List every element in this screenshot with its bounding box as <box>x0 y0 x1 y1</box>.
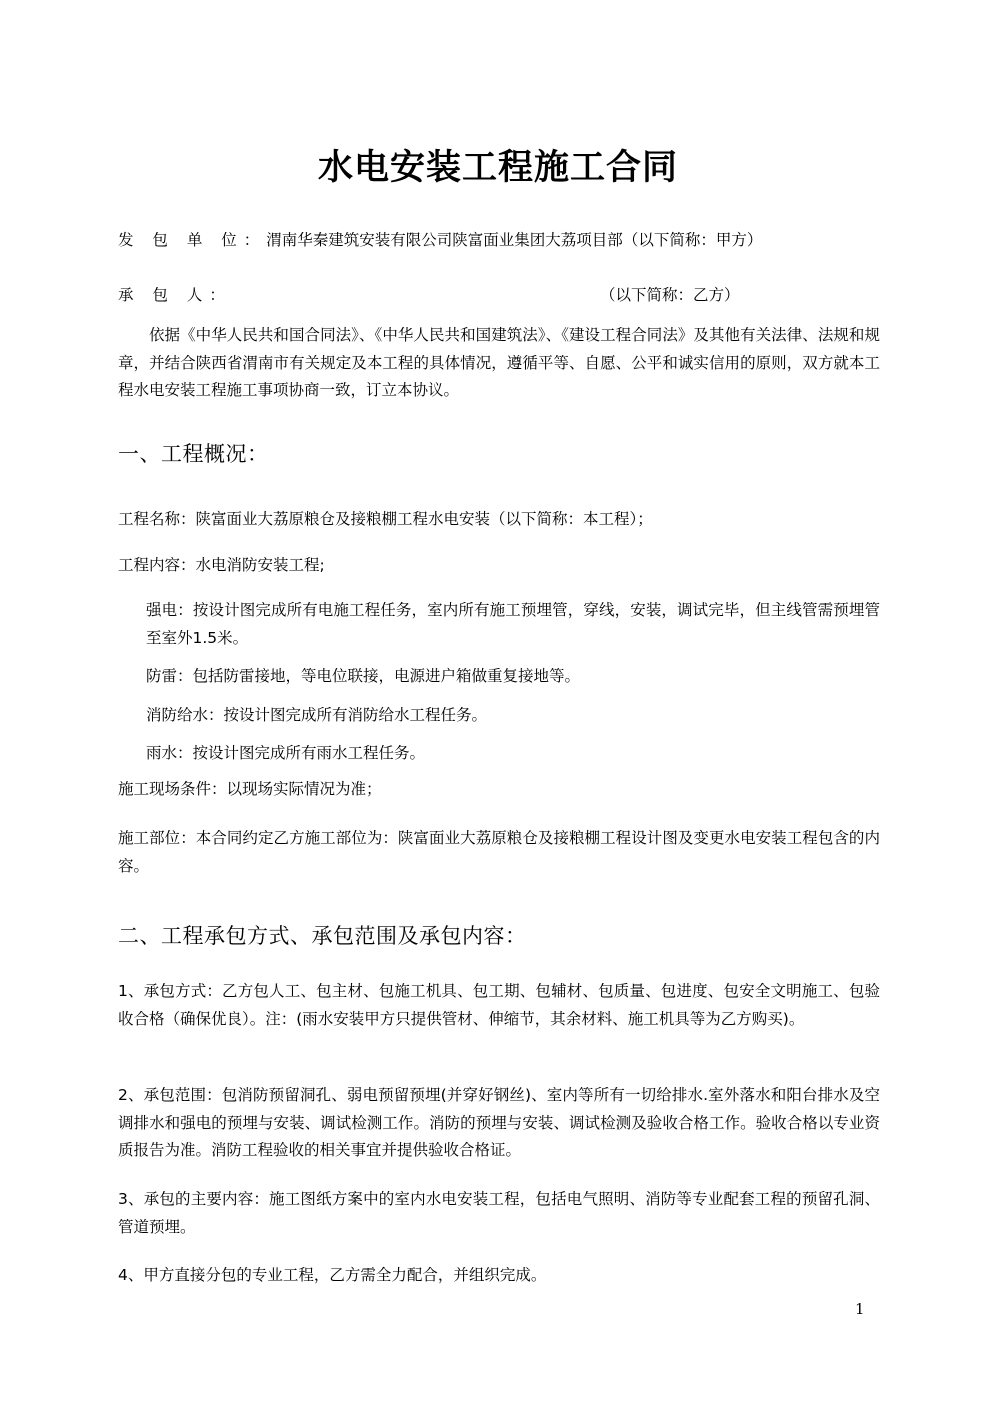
employer-line <box>118 228 878 252</box>
list-item: 消防给水：按设计图完成所有消防给水工程任务。 <box>146 705 488 724</box>
page-number: 1 <box>855 1300 865 1318</box>
clause-paragraph: 4、甲方直接分包的专业工程，乙方需全力配合，并组织完成。 <box>118 1266 547 1284</box>
page-title: 水电安装工程施工合同 <box>317 147 678 188</box>
contract-clause-block <box>118 1082 880 1165</box>
construction-part-block <box>118 825 880 880</box>
clause-paragraph: 1、承包方式：乙方包人工、包主材、包施工机具、包工期、包辅材、包质量、包进度、包安全文明施工、包验收合格（确保优良）。注：(雨水安装甲方只提供管材、伸缩节，其余材料、施工机具等为乙方购买)。 <box>118 982 880 1028</box>
list-item: 防雷：包括防雷接地，等电位联接，电源进户箱做重复接地等。 <box>146 667 581 685</box>
clause-paragraph: 3、承包的主要内容：施工图纸方案中的室内水电安装工程，包括电气照明、消防等专业配套工程的预留孔洞、管道预埋。 <box>118 1190 880 1236</box>
contractor-label: 承 包 人： <box>118 286 232 304</box>
contract-clause-block <box>118 978 880 1033</box>
contractor-alias: （以下简称：乙方） <box>600 286 740 304</box>
project-subitems-list <box>118 597 880 768</box>
project-content: 工程内容：水电消防安装工程; <box>118 556 325 574</box>
list-item: 雨水：按设计图完成所有雨水工程任务。 <box>146 744 426 762</box>
section-heading-1: 一、工程概况： <box>118 442 269 466</box>
project-content-block <box>118 552 880 580</box>
contract-clause-block <box>118 1262 880 1290</box>
project-name: 工程名称：陕富面业大荔原粮仓及接粮棚工程水电安装（以下简称：本工程）； <box>118 510 653 528</box>
preamble-paragraph: 依据《中华人民共和国合同法》、《中华人民共和国建筑法》、《建设工程合同法》及其他有关法律、法规和规章，并结合陕西省渭南市有关规定及本工程的具体情况，遵循平等、自愿、公平和诚实信用的原则，双方就本工程水电安装工程施工事项协商一致，订立本协议。 <box>118 326 880 399</box>
site-condition: 施工现场条件：以现场实际情况为准； <box>118 780 382 798</box>
employer-name: 渭南华秦建筑安装有限公司陕富面业集团大荔项目部 <box>266 231 623 249</box>
project-name-block <box>118 506 880 534</box>
employer-alias: （以下简称：甲方） <box>622 231 763 249</box>
section-heading-2: 二、工程承包方式、承包范围及承包内容： <box>118 924 527 948</box>
construction-part: 施工部位：本合同约定乙方施工部位为：陕富面业大荔原粮仓及接粮棚工程设计图及变更水电安装工程包含的内容。 <box>118 829 880 875</box>
employer-label: 发 包 单 位： <box>118 231 267 249</box>
contract-clause-block <box>118 1186 880 1241</box>
clause-paragraph: 2、承包范围：包消防预留洞孔、弱电预留预埋(并穿好钢丝)、室内等所有一切给排水.室外落水和阳台排水及空调排水和强电的预埋与安装、调试检测工作。消防的预埋与安装、调试检测及验收合格工作。验收合格以专业资质报告为准。消防工程验收的相关事宜并提供验收合格证。 <box>118 1086 880 1159</box>
site-condition-block <box>118 776 880 804</box>
contractor-line <box>118 283 878 307</box>
list-item: 强电：按设计图完成所有电施工程任务，室内所有施工预埋管，穿线，安装，调试完毕，但主线管需预埋管至室外1.5米。 <box>146 601 880 647</box>
